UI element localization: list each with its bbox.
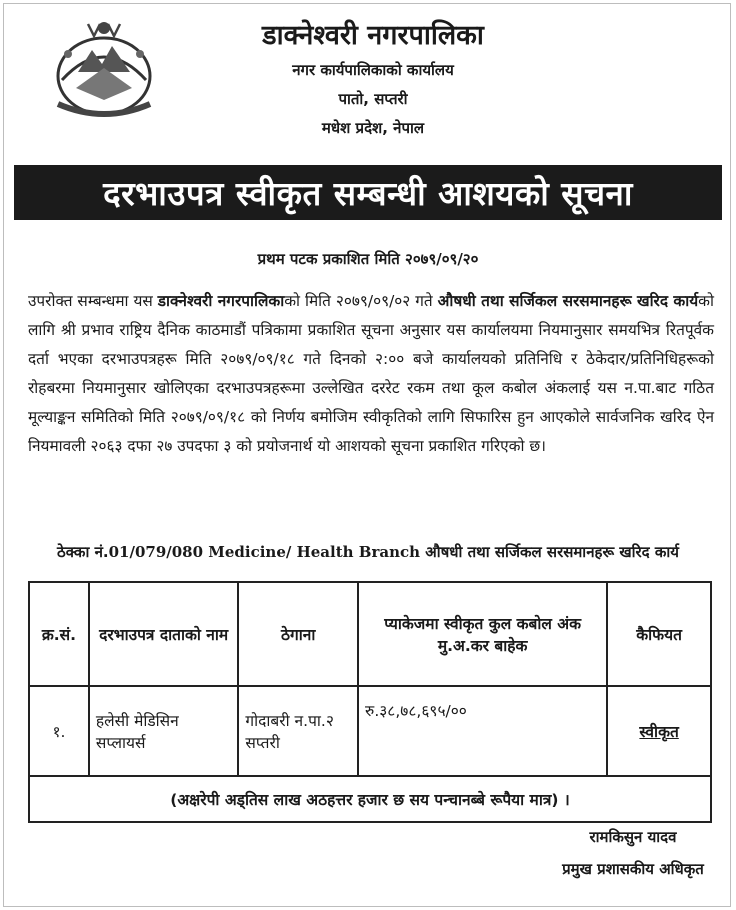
header-address: ठेगाना xyxy=(238,582,358,686)
body-text-1: उपरोक्त सम्बन्धमा यस xyxy=(28,292,158,310)
table-header-row xyxy=(29,582,711,686)
body-text-2: को मिति २०७९/०९/०२ गते xyxy=(284,292,438,310)
header-bidder: दरभाउपत्र दाताको नाम xyxy=(89,582,239,686)
notice-body xyxy=(28,287,714,461)
remarks-approved: स्वीकृत xyxy=(639,723,679,741)
bid-table xyxy=(28,581,712,823)
office-header xyxy=(160,16,586,143)
cell-amount: रु.३८,७८,६९५/०० xyxy=(358,686,607,776)
office-address: पातो, सप्तरी xyxy=(338,90,408,108)
signer-title: प्रमुख प्रशासकीय अधिकृत xyxy=(562,860,704,878)
amount-words-row xyxy=(29,776,711,822)
tender-reference xyxy=(0,542,736,562)
cell-address: गोदाबरी न.पा.२ सप्तरी xyxy=(238,686,358,776)
body-work-name: औषधी तथा सर्जिकल सरसमानहरू खरिद कार्य xyxy=(437,292,699,310)
cell-remarks xyxy=(607,686,711,776)
header-sn: क्र.सं. xyxy=(29,582,89,686)
header-remarks: कैफियत xyxy=(607,582,711,686)
tender-prefix: ठेक्का नं. xyxy=(57,543,109,561)
tender-work: औषधी तथा सर्जिकल सरसमानहरू खरिद कार्य xyxy=(425,543,679,561)
body-org-name: डाक्नेश्वरी नगरपालिका xyxy=(157,292,285,310)
nepal-emblem-logo xyxy=(48,14,160,122)
publication-date: प्रथम पटक प्रकाशित मिति २०७९/०९/२० xyxy=(257,250,479,268)
signer-name: रामकिसुन यादव xyxy=(589,828,677,846)
amount-in-words: (अक्षरेपी अड्तिस लाख अठहत्तर हजार छ सय पन्चानब्बे रूपैया मात्र) । xyxy=(29,776,711,822)
office-name: नगर कार्यपालिकाको कार्यालय xyxy=(292,61,454,79)
header-amount: प्याकेजमा स्वीकृत कुल कबोल अंक मु.अ.कर बाहेक xyxy=(358,582,607,686)
cell-bidder: हलेसी मेडिसिन सप्लायर्स xyxy=(89,686,239,776)
table-row xyxy=(29,686,711,776)
notice-title-banner xyxy=(14,165,722,220)
province-line: मधेश प्रदेश, नेपाल xyxy=(321,119,425,137)
body-text-3: को लागि श्री प्रभाव राष्ट्रिय दैनिक काठमाडौं पत्रिकामा प्रकाशित सूचना अनुसार यस कार्यालयमा नियमानुसार समयभित्र रितपूर्वक दर्ता भएका दरभाउपत्रहरू मिति २०७९/०९/१८ गते दिनको २:०० बजे कार्यालयको प्रतिनिधि र ठेकेदार/प्रतिनिधिहरूको रोहबरमा नियमानुसार खोलिएका दरभाउपत्रहरूमा उल्लेखित दररेट रकम तथा कूल कबोल अंकलाई यस न.पा.बाट गठित मूल्याङ्कन समितिको मिति २०७९/०९/१८ को निर्णय बमोजिम स्वीकृतिको लागि सिफारिस हुन आएकोले सार्वजनिक खरिद ऐन नियमावली २०६३ दफा २७ उपदफा ३ को प्रयोजनार्थ यो आशयको सूचना प्रकाशित गरिएको छ। xyxy=(28,292,714,455)
municipality-name: डाक्नेश्वरी नगरपालिका xyxy=(262,20,484,51)
cell-sn: १. xyxy=(29,686,89,776)
tender-number: 01/079/080 Medicine/ Health Branch xyxy=(108,543,421,561)
notice-title: दरभाउपत्र स्वीकृत सम्बन्धी आशयको सूचना xyxy=(103,174,633,213)
signature-block xyxy=(548,821,718,885)
